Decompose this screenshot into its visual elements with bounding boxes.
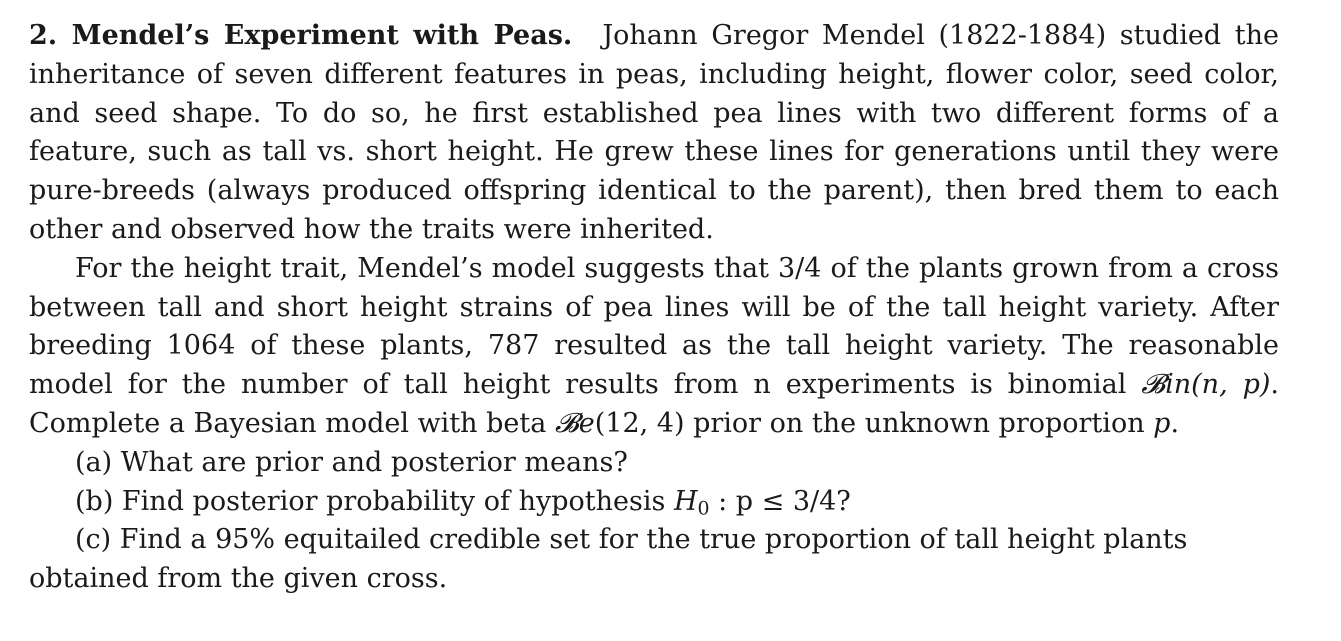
- proportion-variable: p: [1153, 407, 1171, 439]
- hypothesis-condition: : p ≤ 3/4?: [709, 485, 851, 517]
- question-b-text: (b) Find posterior probability of hypothesis: [75, 485, 674, 517]
- question-c: (c) Find a 95% equitailed credible set for the true proportion of tall height plants obtained from the given cross.: [29, 524, 1188, 595]
- problem-model-paragraph: [29, 250, 1279, 444]
- beta-symbol: 𝓑e: [554, 407, 595, 439]
- binomial-symbol: 𝓑in: [1141, 369, 1192, 401]
- problem-title: 2. Mendel’s Experiment with Peas.: [29, 20, 573, 51]
- model-text-part1: For the height trait, Mendel’s model suggests that 3/4 of the plants grown from a cross between tall and short height strains of pea lines will be of the tall height variety. After breeding 1064 of these plants, 787 resulted as the tall height variety. The reasonable model for the number of tall height results from n experiments is binomial: [29, 252, 1279, 401]
- model-text-part4: .: [1170, 407, 1180, 439]
- beta-args: (12, 4): [594, 407, 685, 439]
- problem-document: [29, 17, 1279, 599]
- hypothesis-symbol: H: [673, 485, 698, 517]
- question-b: [29, 483, 1279, 522]
- problem-intro-paragraph: [29, 17, 1279, 250]
- question-a: (a) What are prior and posterior means?: [75, 446, 628, 478]
- problem-intro-text: Johann Gregor Mendel (1822-1884) studied the inheritance of seven different features in peas, including height, flower color, seed color, and seed shape. To do so, he first established pea lines with two different forms of a feature, such as tall vs. short height. He grew these lines for generations until they were pure-breeds (always produced offspring identical to the parent), then bred them to each other and observed how the traits were inherited.: [29, 20, 1279, 245]
- hypothesis-subscript: 0: [697, 497, 710, 520]
- binomial-args: (n, p): [1191, 369, 1271, 401]
- model-text-part3: prior on the unknown proportion: [684, 407, 1154, 439]
- model-text-part2: . Complete a Bayesian model with beta: [29, 369, 1280, 439]
